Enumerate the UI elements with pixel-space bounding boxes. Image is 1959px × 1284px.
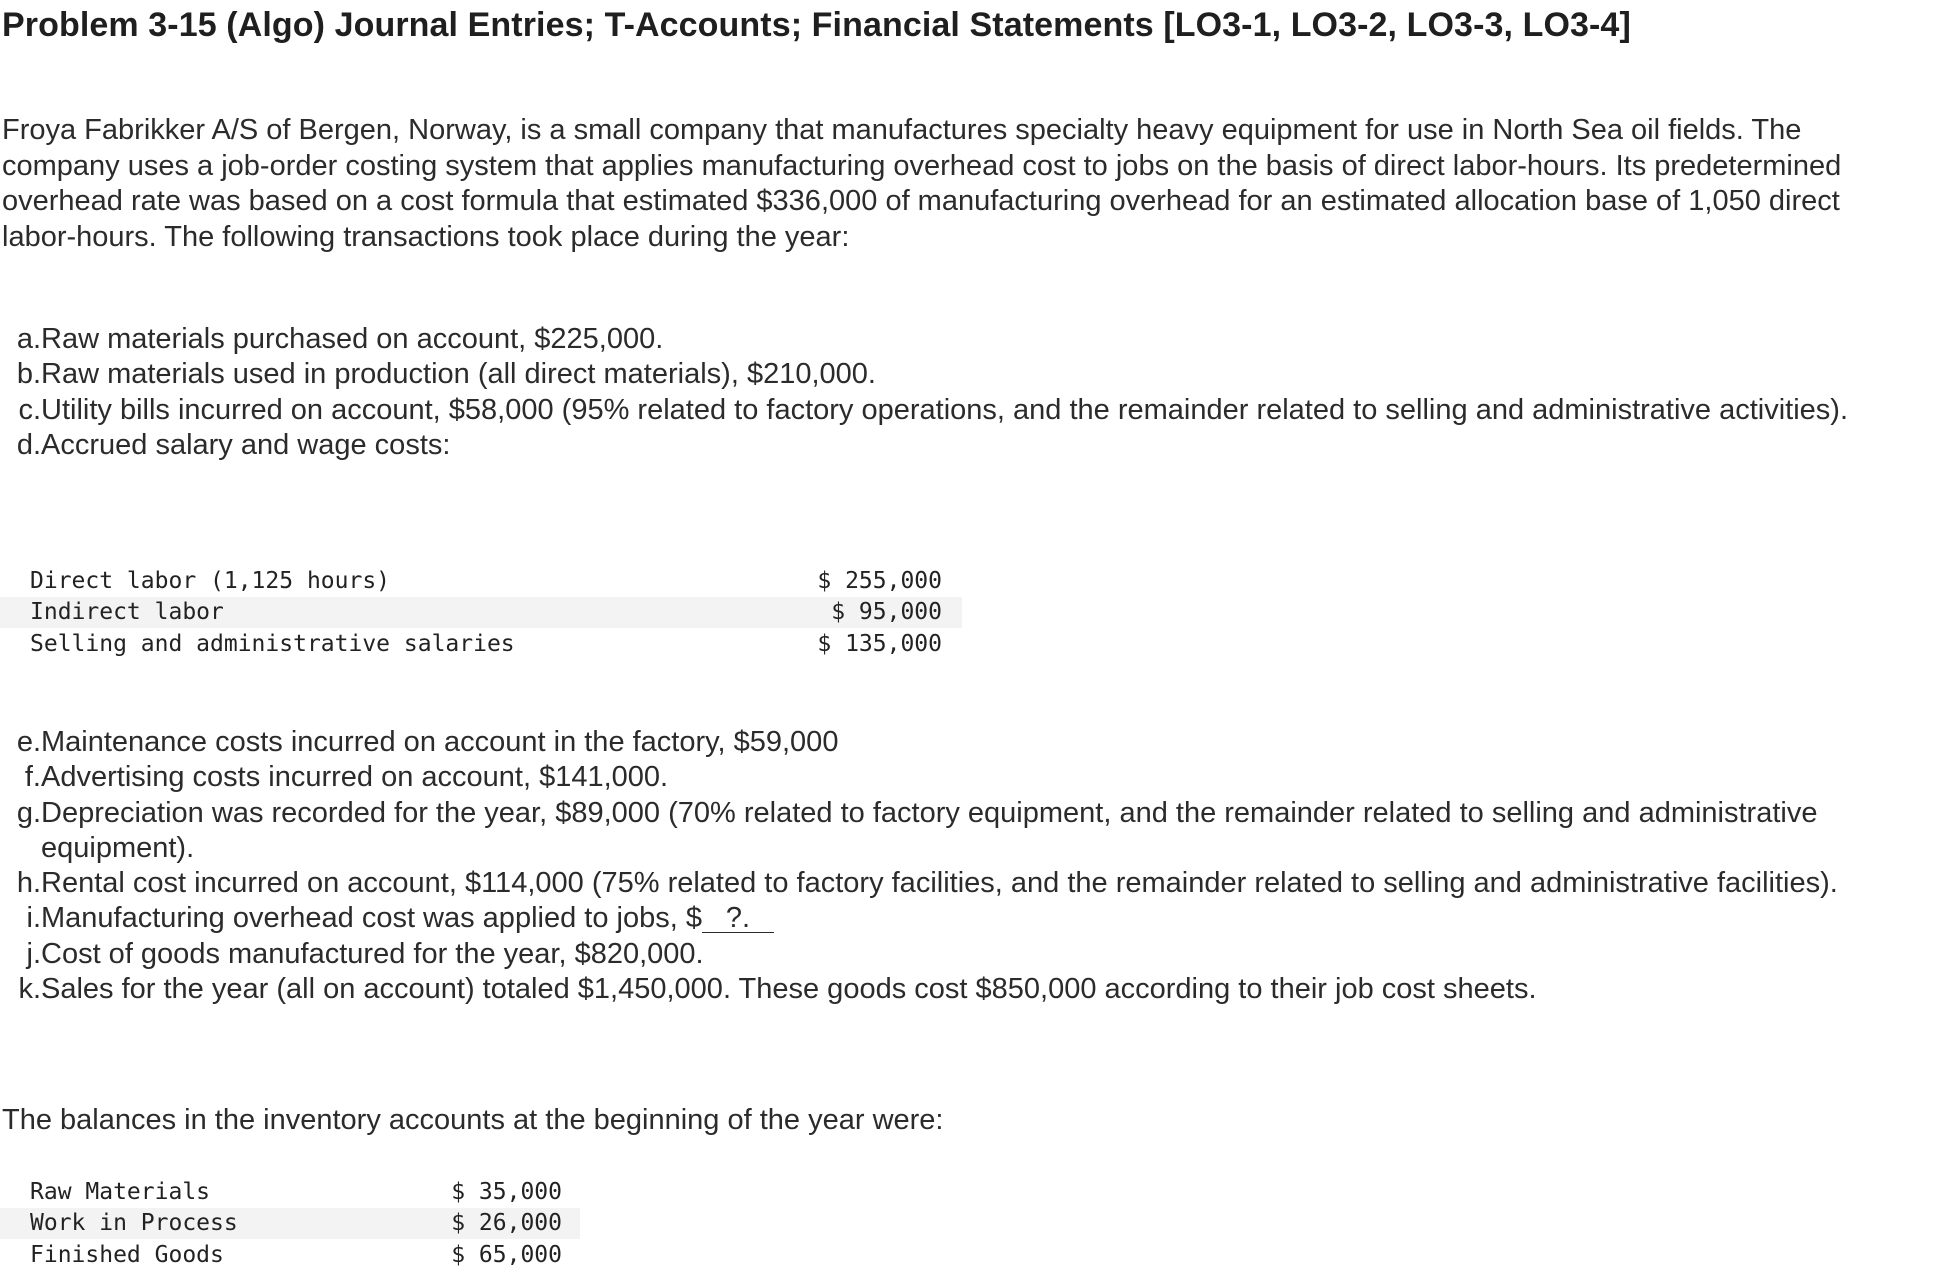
list-item bbox=[0, 322, 1930, 357]
item-marker: i. bbox=[26, 902, 41, 935]
item-marker: f. bbox=[24, 761, 41, 794]
list-item bbox=[0, 725, 1930, 760]
item-text: Rental cost incurred on account, $114,000 (75% related to factory facilities, and the remainder related to selling and administrative facilities). bbox=[41, 867, 1838, 900]
item-marker: k. bbox=[18, 973, 41, 1006]
transaction-list-a-d bbox=[0, 322, 1930, 463]
list-item bbox=[0, 760, 1930, 795]
row-label: Direct labor (1,125 hours) bbox=[30, 567, 391, 594]
row-amount: $ 26,000 bbox=[376, 1208, 580, 1240]
problem-intro: Froya Fabrikker A/S of Bergen, Norway, is a small company that manufactures specialty heavy equipment for use in North Sea oil fields. The company uses a job-order costing system that applies manufacturing overhead cost to jobs on the basis of direct labor-hours. Its predetermined overhead rate was based on a cost formula that estimated $336,000 of manufacturing overhead for an estimated allocation base of 1,050 direct labor-hours. The following transactions took place during the year: bbox=[2, 114, 1842, 253]
row-amount: $ 95,000 bbox=[751, 597, 962, 629]
item-text-before: Manufacturing overhead cost was applied to jobs, $ bbox=[41, 902, 702, 935]
item-text: Raw materials used in production (all direct materials), $210,000. bbox=[41, 358, 876, 391]
table-row bbox=[0, 1239, 580, 1271]
item-text: Utility bills incurred on account, $58,000 (95% related to factory operations, and the remainder related to selling and administrative activities). bbox=[41, 393, 1849, 426]
item-marker: e. bbox=[16, 726, 41, 758]
item-marker: g. bbox=[16, 796, 41, 829]
applied-overhead-blank: ?. bbox=[702, 904, 774, 933]
item-marker: j. bbox=[26, 937, 41, 970]
row-amount: $ 255,000 bbox=[817, 567, 942, 594]
row-label: Work in Process bbox=[0, 1208, 376, 1240]
list-item bbox=[0, 901, 1930, 936]
item-text: Maintenance costs incurred on account in the factory, $59,000 bbox=[41, 726, 839, 758]
list-item bbox=[0, 866, 1930, 901]
salary-wage-table bbox=[0, 565, 962, 660]
list-item bbox=[0, 937, 1930, 972]
row-label: Finished Goods bbox=[30, 1241, 224, 1268]
table-row bbox=[0, 1176, 580, 1208]
list-item bbox=[0, 428, 1930, 463]
table-row bbox=[0, 597, 962, 629]
item-marker: a. bbox=[16, 323, 41, 355]
row-amount: $ 65,000 bbox=[451, 1241, 562, 1268]
item-marker: d. bbox=[16, 428, 41, 461]
problem-title: Problem 3-15 (Algo) Journal Entries; T-Accounts; Financial Statements [LO3-1, LO3-2, LO3-3, LO3-4] bbox=[2, 6, 1631, 44]
item-text: Raw materials purchased on account, $225,000. bbox=[41, 323, 664, 355]
inventory-balances-table bbox=[0, 1176, 580, 1271]
row-label: Raw Materials bbox=[30, 1178, 211, 1205]
list-item bbox=[0, 393, 1930, 428]
item-text: Cost of goods manufactured for the year, $820,000. bbox=[41, 937, 704, 970]
balances-intro: The balances in the inventory accounts at the beginning of the year were: bbox=[2, 1104, 944, 1136]
item-marker: b. bbox=[16, 358, 41, 391]
list-item bbox=[0, 357, 1930, 392]
table-row bbox=[0, 1208, 580, 1240]
row-amount: $ 135,000 bbox=[817, 630, 942, 657]
row-label: Selling and administrative salaries bbox=[30, 630, 515, 657]
item-marker: c. bbox=[18, 393, 41, 426]
item-text bbox=[41, 901, 1930, 936]
list-item bbox=[0, 972, 1930, 1007]
item-text: Depreciation was recorded for the year, $89,000 (70% related to factory equipment, and the remainder related to selling and administrative equipment). bbox=[41, 796, 1818, 864]
row-amount: $ 35,000 bbox=[451, 1178, 562, 1205]
list-item bbox=[0, 796, 1930, 867]
item-text: Accrued salary and wage costs: bbox=[41, 428, 451, 461]
table-row bbox=[0, 628, 962, 660]
table-row bbox=[0, 565, 962, 597]
transaction-list-e-k bbox=[0, 725, 1930, 1007]
item-text: Advertising costs incurred on account, $141,000. bbox=[41, 761, 669, 794]
item-text: Sales for the year (all on account) totaled $1,450,000. These goods cost $850,000 according to their job cost sheets. bbox=[41, 973, 1537, 1006]
row-label: Indirect labor bbox=[0, 597, 751, 629]
item-marker: h. bbox=[16, 867, 41, 900]
